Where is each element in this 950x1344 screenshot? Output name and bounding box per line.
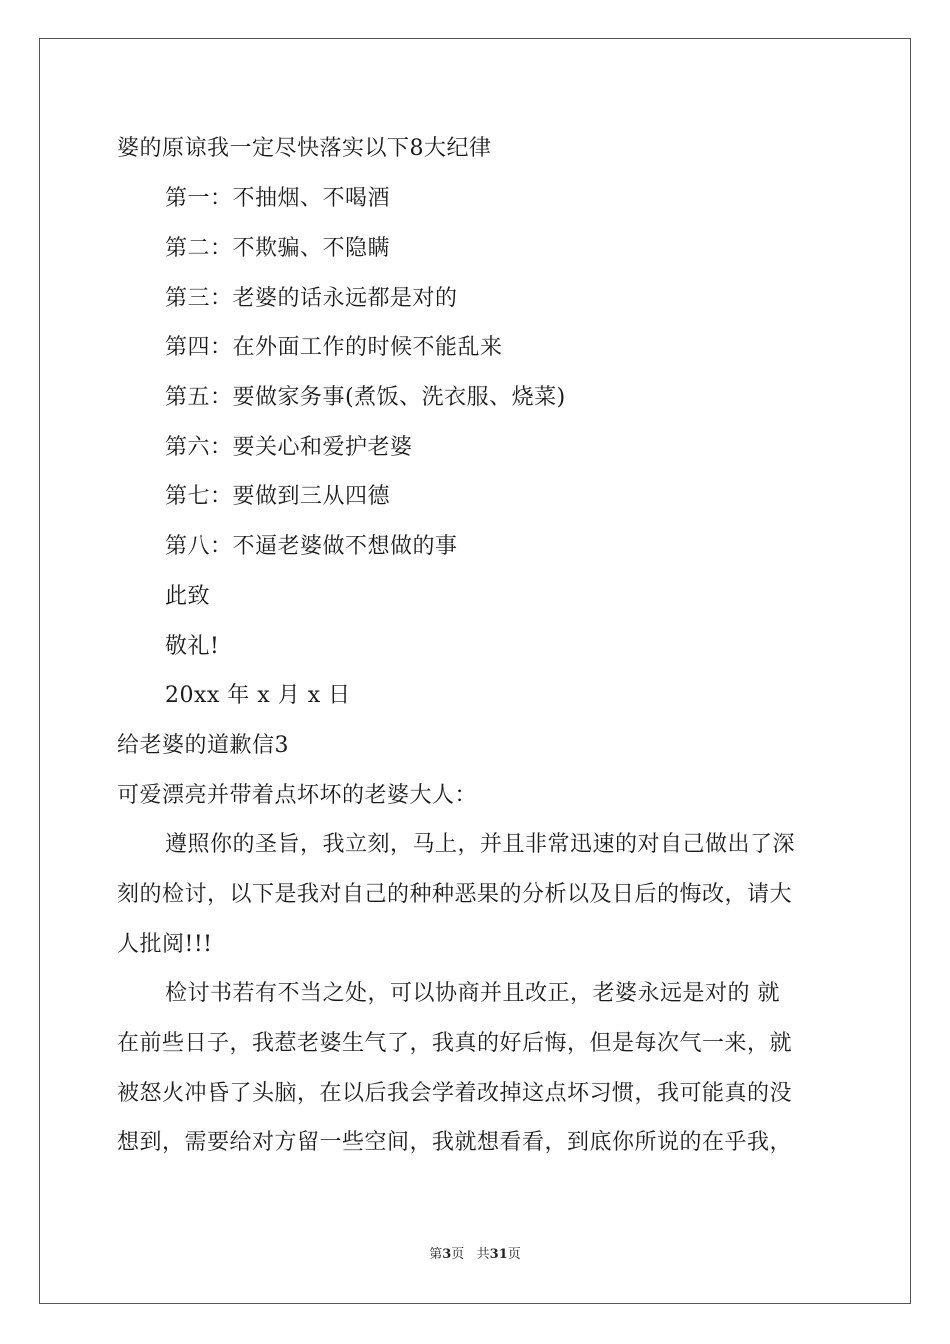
text-line: 人批阅!!! [117, 932, 213, 957]
footer-suffix: 页 [507, 1247, 521, 1262]
text-line: 婆的原谅我一定尽快落实以下8大纪律 [117, 136, 492, 161]
text-line: 想到，需要给对方留一些空间，我就想看看，到底你所说的在乎我， [117, 1130, 793, 1155]
footer-prefix: 第 [429, 1247, 443, 1262]
footer-middle: 页 共 [451, 1247, 490, 1262]
text-line: 第六：要关心和爱护老婆 [165, 435, 413, 460]
section-title: 给老婆的道歉信3 [117, 733, 289, 758]
text-line: 第四：在外面工作的时候不能乱来 [165, 335, 503, 360]
text-line: 第七：要做到三从四德 [165, 484, 391, 509]
closing-respect: 敬礼! [165, 634, 220, 659]
text-line: 第二：不欺骗、不隐瞒 [165, 236, 391, 261]
page-border [39, 38, 911, 1304]
text-line: 第一：不抽烟、不喝酒 [165, 186, 391, 211]
footer-total-pages: 31 [489, 1247, 508, 1262]
date-line: 20xx 年 x 月 x 日 [165, 683, 351, 708]
text-line: 在前些日子，我惹老婆生气了，我真的好后悔，但是每次气一来，就 [117, 1031, 793, 1056]
text-line: 被怒火冲昏了头脑，在以后我会学着改掉这点坏习惯，我可能真的没 [117, 1081, 793, 1106]
closing-salutation: 此致 [165, 584, 211, 609]
page-footer [0, 1246, 950, 1264]
text-line: 遵照你的圣旨，我立刻，马上，并且非常迅速的对自己做出了深 [165, 832, 796, 857]
greeting: 可爱漂亮并带着点坏坏的老婆大人： [117, 783, 478, 808]
footer-page-number: 3 [442, 1247, 452, 1262]
text-line: 第八：不逼老婆做不想做的事 [165, 534, 458, 559]
text-line: 刻的检讨，以下是我对自己的种种恶果的分析以及日后的悔改，请大 [117, 882, 793, 907]
text-line: 第三：老婆的话永远都是对的 [165, 286, 458, 311]
text-line: 第五：要做家务事(煮饭、洗衣服、烧菜) [165, 385, 566, 410]
text-line: 检讨书若有不当之处，可以协商并且改正，老婆永远是对的 就 [165, 981, 780, 1006]
